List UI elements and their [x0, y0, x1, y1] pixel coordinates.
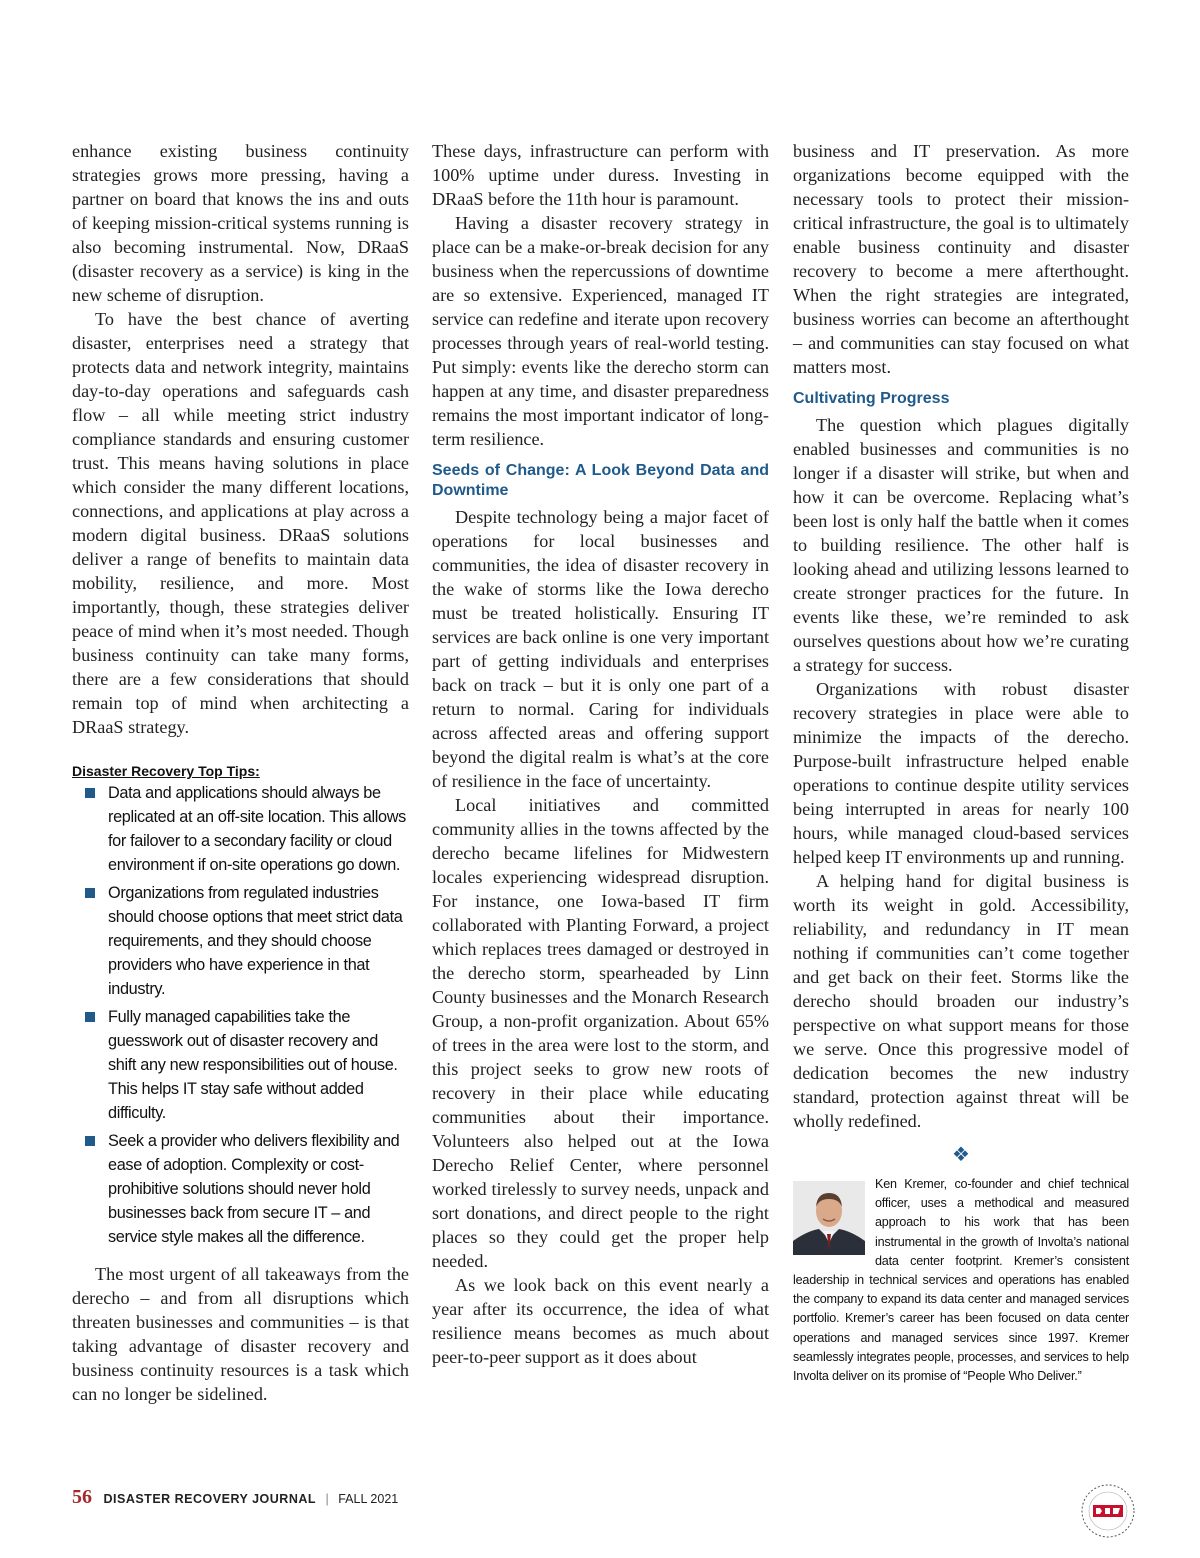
- body-paragraph: Organizations with robust disaster recovery strategies in place were able to minimize the impacts of the derecho. Purpose-built infrastructure helped enable operations to continue despite utility services being interrupted in areas for nearly 100 hours, while managed cloud-based services helped keep IT environments up and running.: [793, 679, 1129, 867]
- tips-list: [72, 781, 409, 1249]
- tips-heading-text: Disaster Recovery Top Tips: [72, 763, 256, 779]
- square-bullet-icon: [85, 1012, 95, 1022]
- issue-label: FALL 2021: [338, 1492, 399, 1506]
- tip-text: Seek a provider who delivers flexibility and ease of adoption. Complexity or cost-prohibitive solutions should never hold businesses back from secure IT – and service style makes all the difference.: [108, 1132, 400, 1246]
- drj-seal-logo-icon: [1080, 1483, 1136, 1539]
- author-photo: [793, 1181, 865, 1255]
- body-paragraph: These days, infrastructure can perform with 100% uptime under duress. Investing in DRaaS before the 11th hour is paramount.: [432, 141, 769, 209]
- square-bullet-icon: [85, 1136, 95, 1146]
- tip-text: Data and applications should always be replicated at an off-site location. This allows for failover to a secondary facility or cloud environment if on-site operations go down.: [108, 784, 406, 874]
- page-footer: [72, 1486, 398, 1509]
- bio-text: Ken Kremer, co-founder and chief technical officer, uses a methodical and measured approach to his work that has been instrumental in the growth of Involta’s national data center footprint. Kremer’s consistent leadership in technical services and operations has enabled the company to expand its data center and managed services portfolio. Kremer’s career has been focused on data center operations and managed services since 1997. Kremer seamlessly integrates people, processes, and services to help Involta deliver on its promise of “People Who Deliver.”: [793, 1177, 1129, 1384]
- magazine-name: DISASTER RECOVERY JOURNAL: [103, 1492, 317, 1506]
- column-1: [72, 139, 409, 1406]
- footer-separator: |: [325, 1492, 329, 1506]
- tip-text: Fully managed capabilities take the guesswork out of disaster recovery and shift any new responsibilities out of house. This helps IT stay safe without added difficulty.: [108, 1008, 398, 1122]
- tip-text: Organizations from regulated industries should choose options that meet strict data requirements, and they should choose providers who have experience in that industry.: [108, 884, 403, 998]
- body-paragraph: business and IT preservation. As more organizations become equipped with the necessary tools to protect their mission-critical infrastructure, the goal is to ultimately enable business continuity and disaster recovery to become a mere afterthought. When the right strategies are integrated, business worries can become an afterthought – and communities can stay focused on what matters most.: [793, 141, 1129, 377]
- column-2: [432, 139, 769, 1369]
- body-paragraph: A helping hand for digital business is worth its weight in gold. Accessibility, reliability, and redundancy in IT mean nothing if communities can’t come together and get back on their feet. Storms like the derecho should broaden our industry’s perspective on what support means for those we serve. Once this progressive model of dedication becomes the new industry standard, protection against threat will be wholly redefined.: [793, 871, 1129, 1131]
- tip-item: [72, 1005, 409, 1125]
- section-heading-cultivating-progress: Cultivating Progress: [793, 390, 950, 407]
- body-paragraph: Local initiatives and committed community allies in the towns affected by the derecho became lifelines for Midwestern locales experiencing widespread disruption. For instance, one Iowa-based IT firm collaborated with Planting Forward, a project which replaces trees damaged or destroyed in the derecho storm, spearheaded by Linn County businesses and the Monarch Research Group, a non-profit organization. About 65% of trees in the area were lost to the storm, and this project seeks to grow new roots of recovery in their place while educating communities about their importance. Volunteers also helped out at the Iowa Derecho Relief Center, where personnel worked tirelessly to survey needs, unpack and sort donations, and direct people to the right places so they could get the proper help needed.: [432, 795, 769, 1271]
- body-paragraph: As we look back on this event nearly a year after its occurrence, the idea of what resilience means becomes as much about peer-to-peer support as it does about: [432, 1275, 769, 1367]
- body-paragraph: The question which plagues digitally enabled businesses and communities is no longer if a disaster will strike, but when and how it can be overcome. Replacing what’s been lost is only half the battle when it comes to building resilience. The other half is looking ahead and utilizing lessons learned to create stronger practices for the future. In events like these, we’re reminded to ask ourselves questions about how we’re curating a strategy for success.: [793, 415, 1129, 675]
- body-paragraph: enhance existing business continuity strategies grows more pressing, having a partner on board that knows the ins and outs of keeping mission-critical systems running is also becoming instrumental. Now, DRaaS (disaster recovery as a service) is king in the new scheme of disruption.: [72, 141, 409, 305]
- author-bio: [793, 1175, 1129, 1386]
- tip-item: [72, 1129, 409, 1249]
- column-3: [793, 139, 1129, 1386]
- tip-item: [72, 881, 409, 1001]
- author-portrait-icon: [793, 1181, 865, 1255]
- tip-item: [72, 781, 409, 877]
- section-heading-seeds-of-change: Seeds of Change: A Look Beyond Data and Downtime: [432, 462, 769, 499]
- square-bullet-icon: [85, 888, 95, 898]
- tips-heading: [72, 763, 409, 779]
- body-paragraph: The most urgent of all takeaways from the derecho – and from all disruptions which threaten businesses and communities – is that taking advantage of disaster recovery and business continuity resources is a task which can no longer be sidelined.: [72, 1264, 409, 1404]
- end-mark-icon: ❖: [952, 1144, 970, 1166]
- tips-heading-colon: :: [255, 763, 260, 779]
- body-paragraph: Having a disaster recovery strategy in place can be a make-or-break decision for any business when the repercussions of downtime are so extensive. Experienced, managed IT service can redefine and iterate upon recovery processes through years of real-world testing. Put simply: events like the derecho storm can happen at any time, and disaster preparedness remains the most important indicator of long-term resilience.: [432, 213, 769, 449]
- body-paragraph: To have the best chance of averting disaster, enterprises need a strategy that protects data and network integrity, maintains day-to-day operations and safeguards cash flow – all while meeting strict industry compliance standards and ensuring customer trust. This means having solutions in place which consider the many different locations, connections, and applications at play across a modern digital business. DRaaS solutions deliver a range of benefits to maintain data mobility, resilience, and more. Most importantly, though, these strategies deliver peace of mind when it’s most needed. Though business continuity can take many forms, there are a few considerations that should remain top of mind when architecting a DRaaS strategy.: [72, 309, 409, 737]
- page-number: 56: [72, 1486, 92, 1508]
- square-bullet-icon: [85, 788, 95, 798]
- body-paragraph: Despite technology being a major facet of operations for local businesses and communities, the idea of disaster recovery in the wake of storms like the Iowa derecho must be treated holistically. Ensuring IT services are back online is one very important part of getting individuals and enterprises back on track – but it is only one part of a return to normal. Caring for individuals across affected areas and offering support beyond the digital realm is what’s at the core of resilience in the face of uncertainty.: [432, 507, 769, 791]
